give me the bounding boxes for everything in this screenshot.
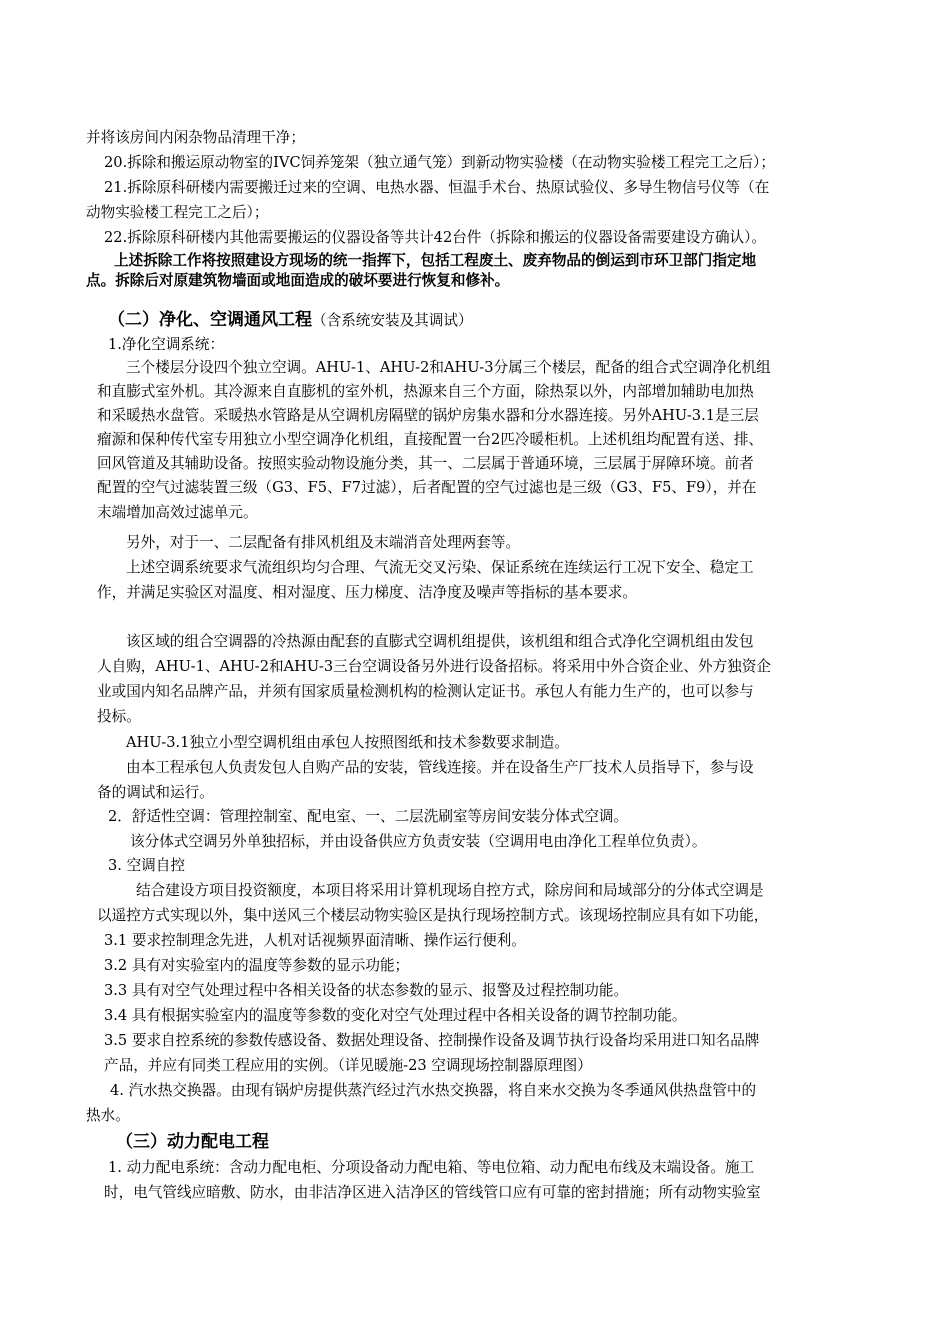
text-line: 结合建设方项目投资额度，本项目将采用计算机现场自控方式，除房间和局域部分的分体式空调是 (136, 882, 764, 899)
section-heading-2 (108, 309, 473, 332)
list-item-22: 22.拆除原科研楼内其他需要搬运的仪器设备等共计42台件（拆除和搬运的仪器设备需要建设方确认）。 (104, 229, 767, 246)
text-line: 三个楼层分设四个独立空调。AHU-1、AHU-2和AHU-3分属三个楼层，配备的组合式空调净化机组 (126, 359, 771, 376)
text-line: 业或国内知名品牌产品，并须有国家质量检测机构的检测认定证书。承包人有能力生产的，也可以参与 (97, 683, 754, 700)
text-line: 配置的空气过滤装置三级（G3、F5、F7过滤），后者配置的空气过滤也是三级（G3、F5、F9），并在 (97, 479, 757, 496)
subsection-title: 1. 动力配电系统：含动力配电柜、分项设备动力配电箱、等电位箱、动力配电布线及末端设备。施工 (108, 1159, 755, 1176)
list-item: 3.1 要求控制理念先进，人机对话视频界面清晰、操作运行便利。 (104, 932, 526, 949)
section-heading-3: （三）动力配电工程 (116, 1132, 269, 1152)
text-line: 和直膨式室外机。其冷源来自直膨机的室外机，热源来自三个方面，除热泵以外，内部增加辅助电加热 (97, 383, 754, 400)
text-line: 回风管道及其辅助设备。按照实验动物设施分类，其一、二层属于普通环境，三层属于屏障环境。前者 (97, 455, 754, 472)
text-line: 产品，并应有同类工程应用的实例。（详见暖施-23 空调现场控制器原理图） (104, 1057, 592, 1074)
text-line: 瘤源和保种传代室专用独立小型空调净化机组，直接配置一台2匹冷暖柜机。上述机组均配置有送、排、 (97, 431, 764, 448)
text-line: 备的调试和运行。 (97, 784, 214, 801)
text-line: 动物实验楼工程完工之后）； (86, 204, 269, 221)
text-line: 人自购，AHU-1、AHU-2和AHU-3三台空调设备另外进行设备招标。将采用中外合资企业、外方独资企 (97, 658, 771, 675)
text-line: 该分体式空调另外单独招标，并由设备供应方负责安装（空调用电由净化工程单位负责）。 (130, 833, 707, 850)
list-item: 3.4 具有根据实验室内的温度等参数的变化对空气处理过程中各相关设备的调节控制功能。 (104, 1007, 687, 1024)
text-line: 另外，对于一、二层配备有排风机组及末端消音处理两套等。 (126, 534, 521, 551)
text-line: 投标。 (97, 708, 141, 725)
text-line: 以遥控方式实现以外，集中送风三个楼层动物实验区是执行现场控制方式。该现场控制应具有如下功能， (97, 907, 769, 924)
list-item: 3.5 要求自控系统的参数传感设备、数据处理设备、控制操作设备及调节执行设备均采用进口知名品牌 (104, 1032, 760, 1049)
text-line: 和采暖热水盘管。采暖热水管路是从空调机房隔壁的锅炉房集水器和分水器连接。另外AHU-3.1是三层 (97, 407, 759, 424)
text-line: 该区域的组合空调器的冷热源由配套的直膨式空调机组提供，该机组和组合式净化空调机组由发包 (126, 633, 754, 650)
text-line: 由本工程承包人负责发包人自购产品的安装，管线连接。并在设备生产厂技术人员指导下，参与设 (126, 759, 754, 776)
text-line: AHU-3.1独立小型空调机组由承包人按照图纸和技术参数要求制造。 (126, 734, 569, 751)
text-line: 作，并满足实验区对温度、相对湿度、压力梯度、洁净度及噪声等指标的基本要求。 (97, 584, 637, 601)
subsection-title: 4. 汽水热交换器。由现有锅炉房提供蒸汽经过汽水热交换器，将自来水交换为冬季通风供热盘管中的 (110, 1082, 757, 1099)
list-item-20: 20.拆除和搬运原动物室的IVC饲养笼架（独立通气笼）到新动物实验楼（在动物实验楼工程完工之后）； (104, 154, 775, 171)
bold-paragraph: 点。拆除后对原建筑物墙面或地面造成的破坏要进行恢复和修补。 (86, 272, 510, 289)
list-item-21: 21.拆除原科研楼内需要搬迁过来的空调、电热水器、恒温手术台、热原试验仪、多导生物信号仪等（在 (104, 179, 770, 196)
text-line: 末端增加高效过滤单元。 (97, 504, 258, 521)
list-item: 3.2 具有对实验室内的温度等参数的显示功能； (104, 957, 410, 974)
text-line: 时，电气管线应暗敷、防水，由非洁净区进入洁净区的管线管口应有可靠的密封措施；所有动物实验室 (104, 1184, 761, 1201)
text-line: 热水。 (86, 1107, 130, 1124)
text-line: 并将该房间内闲杂物品清理干净； (86, 129, 305, 146)
subsection-title: 3. 空调自控 (108, 857, 185, 874)
text-line: 上述空调系统要求气流组织均匀合理、气流无交叉污染、保证系统在连续运行工况下安全、稳定工 (126, 559, 754, 576)
list-item: 3.3 具有对空气处理过程中各相关设备的状态参数的显示、报警及过程控制功能。 (104, 982, 629, 999)
bold-paragraph: 上述拆除工作将按照建设方现场的统一指挥下，包括工程废土、废弃物品的倒运到市环卫部门指定地 (114, 252, 757, 269)
section-heading-2-subtitle: （含系统安装及其调试） (312, 312, 473, 329)
section-heading-2-title: （二）净化、空调通风工程 (108, 310, 312, 330)
subsection-title: 1.净化空调系统： (108, 336, 225, 353)
subsection-title: 2．舒适性空调：管理控制室、配电室、一、二层洗刷室等房间安装分体式空调。 (108, 808, 629, 825)
